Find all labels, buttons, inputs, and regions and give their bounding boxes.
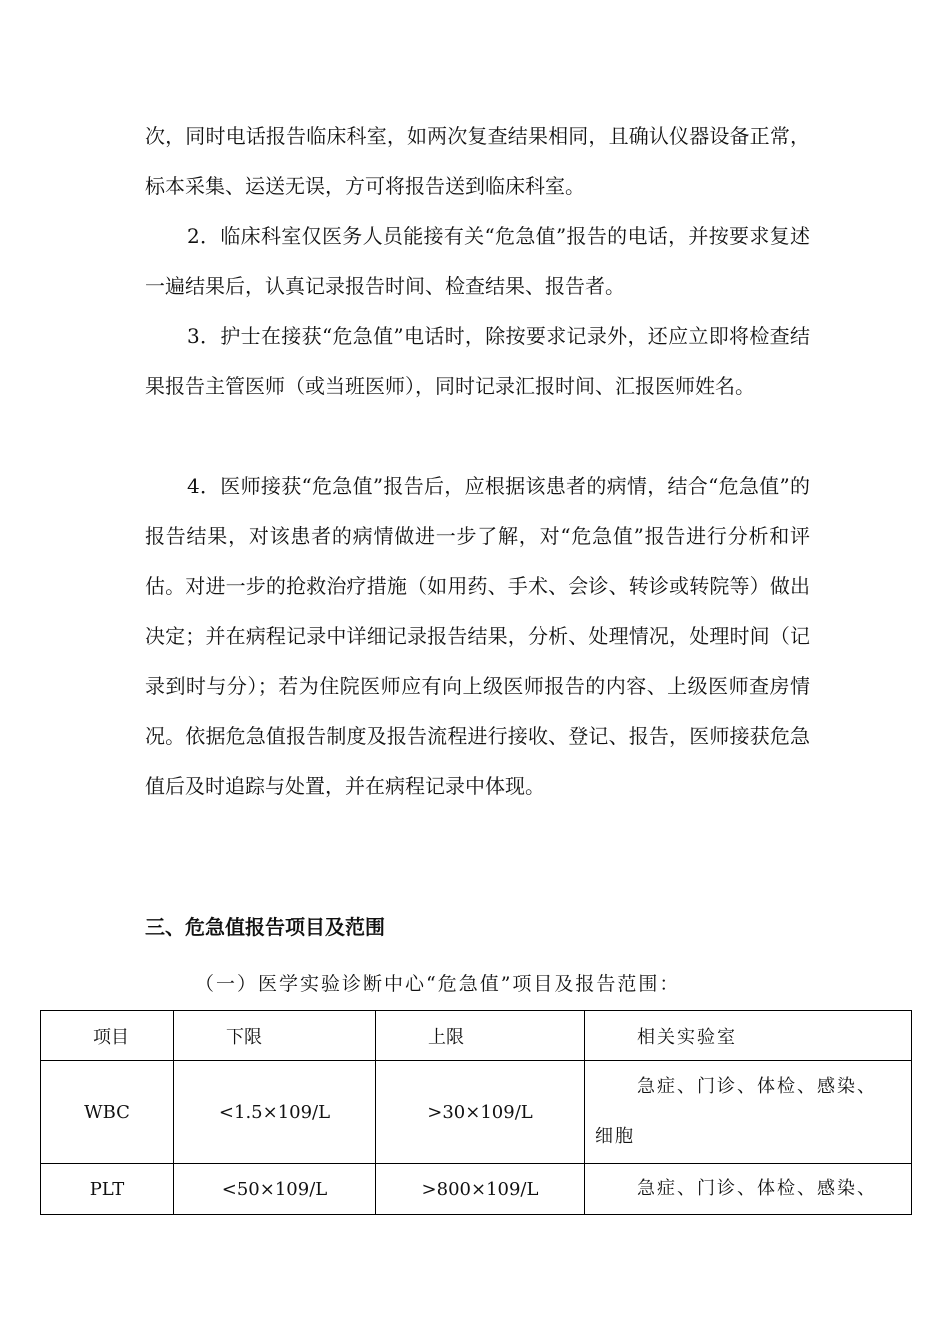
header-related-lab: 相关实验室: [585, 1011, 912, 1061]
paragraph-item-4: 4．医师接获“危急值”报告后，应根据该患者的病情，结合“危急值”的报告结果，对该患者的病情做进一步了解，对“危急值”报告进行分析和评估。对进一步的抢救治疗措施（如用药、手术、会诊、转诊或转院等）做出决定；并在病程记录中详细记录报告结果，分析、处理情况，处理时间（记录到时与分）；若为住院医师应有向上级医师报告的内容、上级医师查房情况。依据危急值报告制度及报告流程进行接收、登记、报告，医师接获危急值后及时追踪与处置，并在病程记录中体现。: [145, 474, 810, 798]
cell-lower-limit: <1.5×109/L: [174, 1061, 376, 1164]
cell-related-lab-line2: 细胞: [595, 1126, 635, 1147]
cell-upper-limit: >800×109/L: [376, 1164, 585, 1215]
table-row: [41, 1164, 912, 1215]
section-heading: 三、危急值报告项目及范围: [145, 915, 385, 939]
header-upper-limit: 上限: [376, 1011, 585, 1061]
cell-item: WBC: [41, 1061, 174, 1164]
cell-lower-limit: <50×109/L: [174, 1164, 376, 1215]
cell-upper-limit: >30×109/L: [376, 1061, 585, 1164]
table-row: [41, 1061, 912, 1164]
critical-values-table: [40, 1010, 912, 1215]
paragraph-item-2: 2．临床科室仅医务人员能接有关“危急值”报告的电话，并按要求复述一遍结果后，认真记录报告时间、检查结果、报告者。: [145, 224, 810, 298]
cell-related-lab-line1: 急症、门诊、体检、感染、: [637, 1076, 877, 1097]
header-item: 项目: [41, 1011, 174, 1061]
cell-related-lab: [585, 1164, 912, 1215]
cell-related-lab-line1: 急症、门诊、体检、感染、: [637, 1178, 877, 1199]
cell-related-lab: [585, 1061, 912, 1164]
cell-item: PLT: [41, 1164, 174, 1215]
table-header-row: [41, 1011, 912, 1061]
paragraph-item-3: 3．护士在接获“危急值”电话时，除按要求记录外，还应立即将检查结果报告主管医师（或当班医师），同时记录汇报时间、汇报医师姓名。: [145, 324, 810, 398]
section-subheading: （一）医学实验诊断中心“危急值”项目及报告范围：: [195, 973, 681, 995]
paragraph-continuation: 次，同时电话报告临床科室，如两次复查结果相同，且确认仪器设备正常，标本采集、运送无误，方可将报告送到临床科室。: [145, 124, 810, 198]
header-lower-limit: 下限: [174, 1011, 376, 1061]
